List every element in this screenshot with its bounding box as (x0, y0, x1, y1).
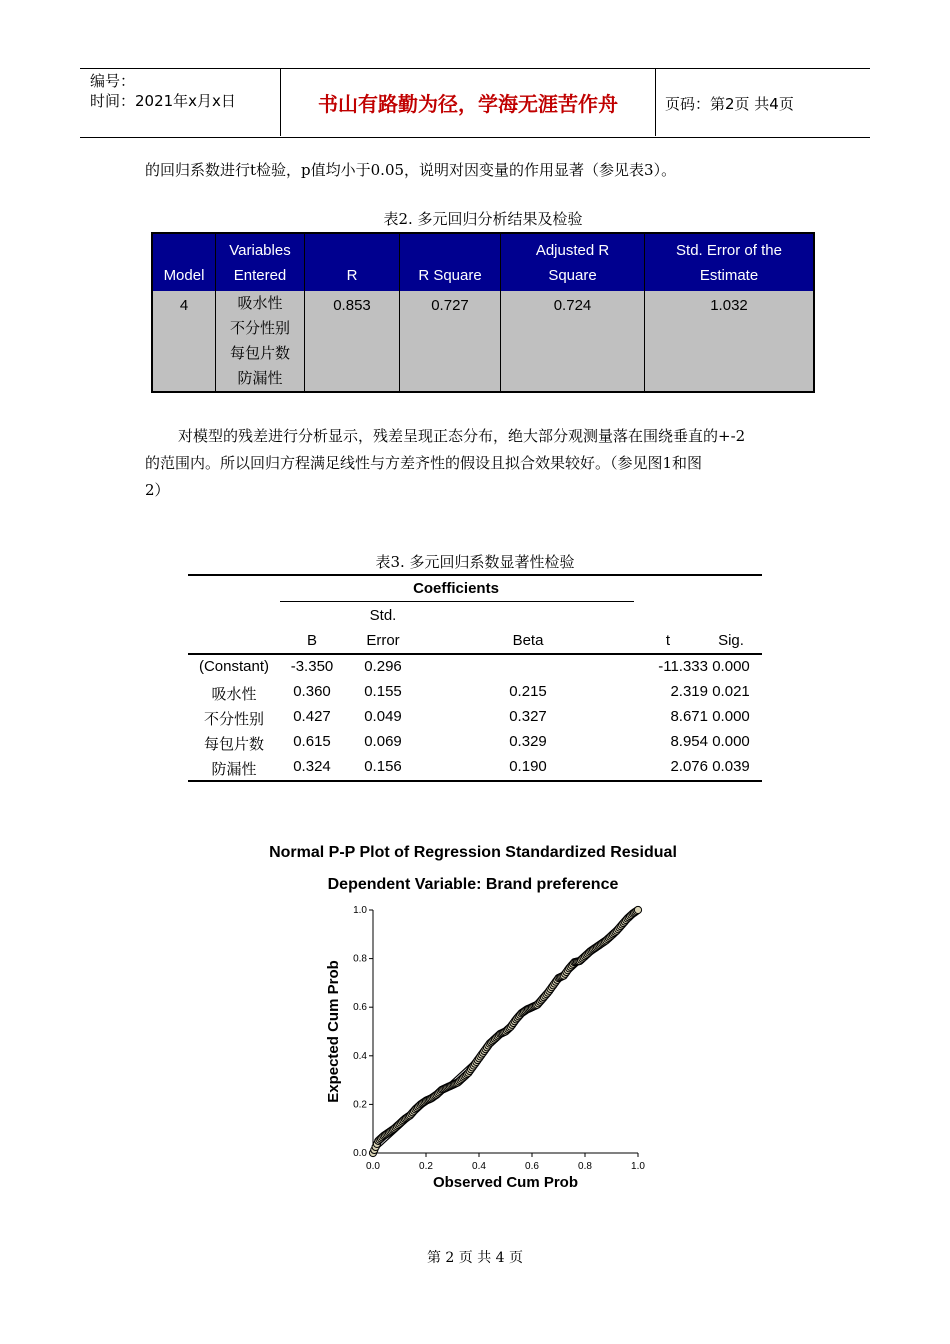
regression-summary-table (151, 232, 815, 393)
cell-beta: 0.329 (509, 733, 547, 750)
cell-b: -3.350 (290, 658, 334, 675)
group-header-rule (280, 601, 634, 602)
header-divider (655, 68, 656, 136)
header-number-label: 编号： (90, 72, 136, 90)
coefficients-group-header: Coefficients (413, 580, 499, 597)
x-tick-label: 0.2 (419, 1161, 433, 1172)
y-tick-label: 0.2 (353, 1099, 367, 1111)
paragraph-residuals-line2: 的范围内。所以回归方程满足线性与方差齐性的假设且拟合效果较好。（参见图1和图 (145, 454, 703, 472)
col-variables-entered (216, 233, 305, 291)
table3-caption: 表3. 多元回归系数显著性检验 (375, 553, 575, 571)
pp-plot (320, 900, 660, 1200)
variable-name: 吸水性 (237, 294, 283, 312)
cell-t: -11.333 (658, 658, 708, 675)
cell-beta: 0.327 (509, 708, 547, 725)
cell-variable: 吸水性 (211, 685, 257, 703)
col-beta: Beta (512, 632, 544, 649)
cell-beta: 0.215 (509, 683, 547, 700)
table-row (188, 683, 762, 708)
cell-r-square: 0.727 (400, 291, 501, 392)
col-r: R (305, 233, 400, 291)
x-tick-label: 0.6 (525, 1161, 539, 1172)
table-row (188, 708, 762, 733)
cell-variable: 不分性别 (203, 710, 264, 728)
table2-caption: 表2. 多元回归分析结果及检验 (383, 210, 583, 228)
header-motto: 书山有路勤为径，学海无涯苦作舟 (318, 91, 618, 116)
cell-std-error: 0.156 (364, 758, 402, 775)
header-page-info: 页码：第2页 共4页 (665, 95, 794, 113)
cell-r: 0.853 (305, 291, 400, 392)
cell-variable: 防漏性 (211, 760, 257, 778)
cell-t: 8.671 (670, 708, 708, 725)
cell-std-error: 0.155 (364, 683, 402, 700)
y-axis-label: Expected Cum Prob (325, 960, 342, 1103)
table-header-row (152, 233, 814, 291)
x-tick-label: 0.4 (472, 1161, 486, 1172)
cell-b: 0.324 (293, 758, 331, 775)
cell-t: 2.319 (670, 683, 708, 700)
chart-subtitle: Dependent Variable: Brand preference (327, 876, 619, 893)
col-std-error (645, 233, 815, 291)
cell-sig: 0.000 (712, 733, 750, 750)
col-adjusted-r-square (501, 233, 645, 291)
table-row (188, 658, 762, 683)
col-b: B (306, 632, 317, 649)
paragraph-residuals-line1: 对模型的残差进行分析显示，残差呈现正态分布，绝大部分观测量落在围绕垂直的+-2 (178, 427, 746, 445)
cell-model: 4 (152, 291, 216, 392)
y-tick-label: 0.4 (353, 1050, 367, 1062)
variable-name: 防漏性 (237, 369, 283, 387)
x-tick-label: 0.0 (366, 1161, 380, 1172)
paragraph-residuals-line3: 2） (145, 481, 170, 499)
x-axis-label: Observed Cum Prob (432, 1174, 579, 1191)
table-row (152, 291, 814, 392)
cell-std-error: 1.032 (645, 291, 815, 392)
variable-name: 不分性别 (229, 319, 290, 337)
cell-b: 0.427 (293, 708, 331, 725)
cell-std-error: 0.069 (364, 733, 402, 750)
col-variables-line2: Entered (233, 267, 287, 284)
table-rule-top (188, 574, 762, 576)
col-std-line2: Estimate (699, 267, 759, 284)
cell-sig: 0.000 (712, 658, 750, 675)
paragraph-ttest: 的回归系数进行t检验，p值均小于0.05，说明对因变量的作用显著（参见表3）。 (145, 161, 677, 179)
col-t: t (665, 632, 671, 649)
x-tick-label: 0.8 (578, 1161, 592, 1172)
col-sig: Sig. (718, 632, 744, 649)
cell-b: 0.360 (293, 683, 331, 700)
chart-title: Normal P-P Plot of Regression Standardized Residual (269, 844, 677, 861)
cell-beta: 0.190 (509, 758, 547, 775)
table-rule-bottom (188, 780, 762, 782)
header-time-label: 时间：2021年x月x日 (90, 92, 236, 110)
col-std-line1: Std. (369, 607, 397, 624)
cell-variables (216, 291, 305, 392)
cell-sig: 0.000 (712, 708, 750, 725)
cell-variable: 每包片数 (203, 735, 264, 753)
cell-adjusted-r-square: 0.724 (501, 291, 645, 392)
col-variables-line1: Variables (229, 242, 291, 259)
y-tick-label: 0.0 (353, 1148, 367, 1159)
cell-t: 2.076 (670, 758, 708, 775)
col-std-line1: Std. Error of the (676, 242, 782, 259)
col-adjusted-line1: Adjusted R (535, 242, 610, 259)
cell-b: 0.615 (293, 733, 331, 750)
x-tick-label: 1.0 (631, 1161, 645, 1172)
cell-std-error: 0.296 (364, 658, 402, 675)
col-std-line2: Error (366, 632, 400, 649)
page-footer: 第 2 页 共 4 页 (426, 1250, 524, 1266)
y-tick-label: 0.8 (353, 953, 367, 965)
col-model: Model (152, 233, 216, 291)
cell-sig: 0.039 (712, 758, 750, 775)
coefficients-table (188, 574, 762, 784)
table-row (188, 733, 762, 758)
y-tick-label: 1.0 (353, 905, 367, 916)
cell-sig: 0.021 (712, 683, 750, 700)
col-r-square: R Square (400, 233, 501, 291)
cell-std-error: 0.049 (364, 708, 402, 725)
y-tick-label: 0.6 (353, 1002, 367, 1014)
col-adjusted-line2: Square (548, 267, 597, 284)
cell-variable: (Constant) (198, 658, 270, 675)
table-rule-header (188, 653, 762, 655)
cell-t: 8.954 (670, 733, 708, 750)
data-point (634, 906, 641, 913)
variable-name: 每包片数 (229, 344, 290, 362)
